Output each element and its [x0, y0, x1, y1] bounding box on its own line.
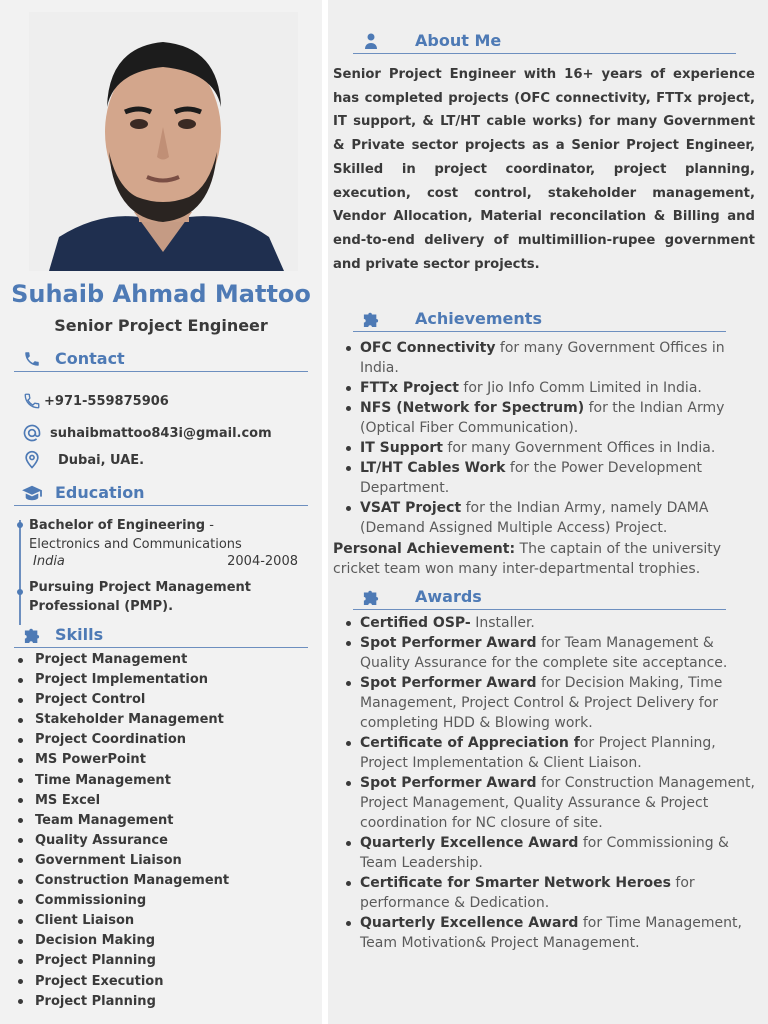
graduation-cap-icon — [14, 484, 50, 502]
location-row — [20, 450, 144, 470]
skills-heading-label: Skills — [55, 625, 104, 644]
list-item: FTTx Project for Jio Info Comm Limited in India. — [340, 378, 758, 398]
timeline-dot — [17, 589, 23, 595]
list-item: Project Coordination — [18, 730, 229, 750]
personal-achievement — [333, 539, 758, 579]
list-item: Client Liaison — [18, 911, 229, 931]
about-heading — [353, 31, 736, 54]
list-item: Spot Performer Award for Decision Making, Time Management, Project Control & Project Delivery for completing HDD & Blowing work. — [340, 673, 758, 733]
list-item: VSAT Project for the Indian Army, namely DAMA (Demand Assigned Multiple Access) Project. — [340, 498, 758, 538]
list-item: Certificate for Smarter Network Heroes for performance & Dedication. — [340, 873, 758, 913]
email-row — [20, 423, 272, 443]
awards-heading — [353, 587, 726, 610]
job-title: Senior Project Engineer — [54, 316, 268, 335]
degree: Bachelor of Engineering — [29, 518, 206, 533]
education-heading-label: Education — [55, 483, 145, 502]
list-item: NFS (Network for Spectrum) for the Indian Army (Optical Fiber Communication). — [340, 398, 758, 438]
list-item: Project Planning — [18, 992, 229, 1012]
profile-photo — [29, 12, 298, 271]
list-item: OFC Connectivity for many Government Offices in India. — [340, 338, 758, 378]
contact-heading-label: Contact — [55, 349, 125, 368]
achievements-list — [340, 338, 758, 538]
skills-heading — [14, 625, 308, 648]
list-item: Project Implementation — [18, 670, 229, 690]
degree-separator: - — [205, 518, 214, 533]
left-column — [0, 0, 322, 1024]
puzzle-icon — [353, 589, 389, 605]
portrait-illustration — [29, 12, 298, 271]
achievements-heading — [353, 309, 726, 332]
contact-heading — [14, 349, 308, 372]
puzzle-icon — [353, 311, 389, 327]
list-item: Decision Making — [18, 931, 229, 951]
list-item: LT/HT Cables Work for the Power Development Department. — [340, 458, 758, 498]
list-item: MS Excel — [18, 791, 229, 811]
list-item: Government Liaison — [18, 851, 229, 871]
list-item: Project Control — [18, 690, 229, 710]
phone-outline-icon — [20, 392, 44, 410]
list-item: Certified OSP- Installer. — [340, 613, 758, 633]
phone-row — [20, 392, 169, 410]
awards-list — [340, 613, 758, 953]
list-item: Team Management — [18, 811, 229, 831]
list-item: Certificate of Appreciation for Project Planning, Project Implementation & Client Liaison. — [340, 733, 758, 773]
country: India — [33, 554, 65, 569]
list-item: Quality Assurance — [18, 831, 229, 851]
list-item: MS PowerPoint — [18, 750, 229, 770]
list-item: Spot Performer Award for Team Management & Quality Assurance for the complete site acceptance. — [340, 633, 758, 673]
skills-list — [18, 650, 229, 1012]
pmp-entry: Pursuing Project Management Professional (PMP). — [29, 580, 252, 614]
at-sign-icon — [20, 423, 44, 443]
map-pin-icon — [20, 450, 44, 470]
list-item: Time Management — [18, 771, 229, 791]
phone-icon — [14, 350, 50, 368]
awards-heading-label: Awards — [415, 587, 482, 606]
about-heading-label: About Me — [415, 31, 502, 50]
location: Dubai, UAE. — [58, 452, 145, 468]
years: 2004-2008 — [227, 554, 298, 569]
list-item: Quarterly Excellence Award for Time Management, Team Motivation& Project Management. — [340, 913, 758, 953]
achievements-heading-label: Achievements — [415, 309, 542, 328]
list-item: Project Management — [18, 650, 229, 670]
field-of-study: Electronics and Communications — [29, 537, 242, 552]
education-entry — [29, 516, 314, 570]
list-item: Project Planning — [18, 951, 229, 971]
puzzle-icon — [14, 627, 50, 643]
list-item: Spot Performer Award for Construction Management, Project Management, Quality Assurance & Project coordination for NC closure of site. — [340, 773, 758, 833]
about-text: Senior Project Engineer with 16+ years of experience has completed projects (OFC connectivity, FTTx project, IT support, & LT/HT cable works) for many Government & Private sector projects as a Senior Project Engineer, Skilled in project coordinator, project planning, execution, cost control, stakeholder management, Vendor Allocation, Material reconcilation & Billing and end-to-end delivery of multimillion-rupee government and private sector projects. — [333, 67, 755, 272]
personal-achievement-text: The captain of the university cricket team won many inter-departmental trophies. — [333, 541, 722, 577]
list-item: Stakeholder Management — [18, 710, 229, 730]
person-name: Suhaib Ahmad Mattoo — [11, 280, 311, 308]
education-heading — [14, 483, 308, 506]
user-icon — [353, 32, 389, 50]
personal-achievement-label: Personal Achievement: — [333, 541, 516, 557]
list-item: IT Support for many Government Offices in India. — [340, 438, 758, 458]
email-address[interactable]: suhaibmattoo843i@gmail.com — [50, 425, 272, 441]
list-item: Construction Management — [18, 871, 229, 891]
phone-number[interactable]: +971-559875906 — [44, 393, 169, 409]
timeline-line — [19, 520, 21, 625]
timeline-dot — [17, 522, 23, 528]
list-item: Project Execution — [18, 972, 229, 992]
list-item: Quarterly Excellence Award for Commissioning & Team Leadership. — [340, 833, 758, 873]
list-item: Commissioning — [18, 891, 229, 911]
